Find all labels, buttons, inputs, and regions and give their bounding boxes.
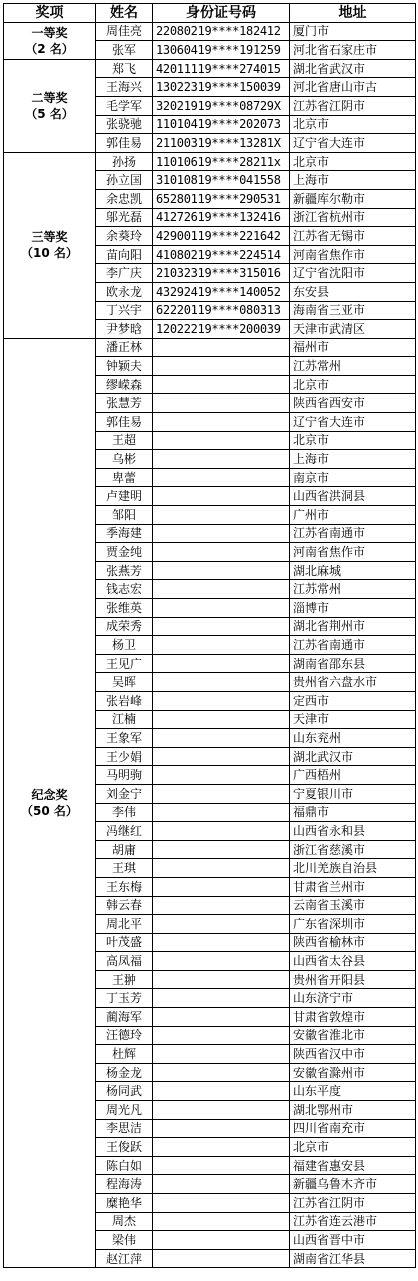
prize-count: （5 名） (25, 106, 74, 121)
table-row (4, 152, 416, 171)
name-cell: 刘金宁 (96, 784, 153, 803)
name-cell: 欧永龙 (96, 282, 153, 301)
name-cell: 程海涛 (96, 1175, 153, 1194)
name-cell: 毛学军 (96, 96, 153, 115)
name-cell: 张维英 (96, 599, 153, 618)
name-cell: 周北平 (96, 915, 153, 934)
prize-count: （2 名） (25, 41, 74, 56)
addr-cell: 山东平度 (290, 1082, 416, 1101)
addr-cell: 山西省永和县 (290, 822, 416, 841)
name-cell: 周光凡 (96, 1101, 153, 1120)
addr-cell: 北京市 (290, 115, 416, 134)
idno-cell (153, 1212, 290, 1231)
name-cell: 梁伟 (96, 1231, 153, 1250)
idno-cell: 12022219****200039 (153, 320, 290, 339)
name-cell: 邹阳 (96, 506, 153, 525)
name-cell: 李广庆 (96, 264, 153, 283)
addr-cell: 北京市 (290, 1138, 416, 1157)
name-cell: 周杰 (96, 1212, 153, 1231)
idno-cell (153, 1194, 290, 1213)
idno-cell: 22080219****182412 (153, 22, 290, 41)
idno-cell (153, 543, 290, 562)
addr-cell: 福鼎市 (290, 803, 416, 822)
addr-cell: 南京市 (290, 468, 416, 487)
name-cell: 余葵玲 (96, 227, 153, 246)
idno-cell (153, 970, 290, 989)
addr-cell: 甘肃省敦煌市 (290, 1008, 416, 1027)
name-cell: 王超 (96, 431, 153, 450)
addr-cell: 山东济宁市 (290, 989, 416, 1008)
addr-cell: 江苏常州 (290, 580, 416, 599)
name-cell: 季海建 (96, 524, 153, 543)
name-cell: 王东梅 (96, 877, 153, 896)
addr-cell: 河南省焦作市 (290, 543, 416, 562)
addr-cell: 河北省唐山市古 (290, 78, 416, 97)
addr-cell: 江苏省无锡市 (290, 227, 416, 246)
name-cell: 杨卫 (96, 636, 153, 655)
prize-count: （50 名） (21, 804, 78, 819)
addr-cell: 湖北省武汉市 (290, 59, 416, 78)
idno-cell: 41272619****132416 (153, 208, 290, 227)
header-address: 地址 (290, 4, 416, 23)
idno-cell (153, 877, 290, 896)
addr-cell: 东安县 (290, 282, 416, 301)
name-cell: 糜艳华 (96, 1194, 153, 1213)
addr-cell: 安徽省淮北市 (290, 1026, 416, 1045)
addr-cell: 广东省深圳市 (290, 915, 416, 934)
prize-title: 二等奖 (31, 90, 68, 105)
name-cell: 李思洁 (96, 1119, 153, 1138)
name-cell: 郭佳易 (96, 413, 153, 432)
name-cell: 缪嵘森 (96, 375, 153, 394)
idno-cell: 21100319****13281X (153, 134, 290, 153)
idno-cell (153, 394, 290, 413)
addr-cell: 贵州省开阳县 (290, 970, 416, 989)
idno-cell (153, 784, 290, 803)
addr-cell: 江苏省南通市 (290, 636, 416, 655)
addr-cell: 新疆乌鲁木齐市 (290, 1175, 416, 1194)
addr-cell: 北京市 (290, 152, 416, 171)
header-name: 姓名 (96, 4, 153, 23)
name-cell: 王海兴 (96, 78, 153, 97)
name-cell: 张军 (96, 41, 153, 60)
idno-cell (153, 822, 290, 841)
idno-cell: 43292419****140052 (153, 282, 290, 301)
name-cell: 余忠凯 (96, 189, 153, 208)
idno-cell (153, 747, 290, 766)
addr-cell: 四川省南充市 (290, 1119, 416, 1138)
name-cell: 潘正林 (96, 338, 153, 357)
addr-cell: 定西市 (290, 691, 416, 710)
addr-cell: 辽宁省沈阳市 (290, 264, 416, 283)
name-cell: 王翀 (96, 970, 153, 989)
name-cell: 张慧芳 (96, 394, 153, 413)
idno-cell (153, 636, 290, 655)
name-cell: 丁玉芳 (96, 989, 153, 1008)
prize-title: 三等奖 (31, 230, 68, 245)
name-cell: 丁兴宇 (96, 301, 153, 320)
idno-cell (153, 1231, 290, 1250)
idno-cell (153, 1008, 290, 1027)
name-cell: 李伟 (96, 803, 153, 822)
name-cell: 贾金纯 (96, 543, 153, 562)
idno-cell (153, 1082, 290, 1101)
addr-cell: 陕西省西安市 (290, 394, 416, 413)
addr-cell: 福州市 (290, 338, 416, 357)
idno-cell (153, 1026, 290, 1045)
idno-cell (153, 673, 290, 692)
idno-cell (153, 338, 290, 357)
header-prize: 奖项 (4, 4, 96, 23)
table-body (4, 22, 416, 1268)
addr-cell: 江苏常州 (290, 357, 416, 376)
idno-cell (153, 933, 290, 952)
prize-cell (4, 152, 96, 338)
name-cell: 高凤福 (96, 952, 153, 971)
addr-cell: 湖北武汉市 (290, 747, 416, 766)
name-cell: 叶茂盛 (96, 933, 153, 952)
addr-cell: 海南省三亚市 (290, 301, 416, 320)
idno-cell (153, 840, 290, 859)
addr-cell: 江苏省连云港市 (290, 1212, 416, 1231)
name-cell: 胡庸 (96, 840, 153, 859)
prize-count: （10 名） (21, 246, 78, 261)
name-cell: 冯继红 (96, 822, 153, 841)
name-cell: 吴晖 (96, 673, 153, 692)
idno-cell (153, 1063, 290, 1082)
idno-cell (153, 413, 290, 432)
name-cell: 孙扬 (96, 152, 153, 171)
addr-cell: 湖南省邵东县 (290, 654, 416, 673)
idno-cell (153, 617, 290, 636)
addr-cell: 湖北麻城 (290, 561, 416, 580)
name-cell: 孙立国 (96, 171, 153, 190)
addr-cell: 山西省洪洞县 (290, 487, 416, 506)
addr-cell: 贵州省六盘水市 (290, 673, 416, 692)
idno-cell: 32021919****08729X (153, 96, 290, 115)
idno-cell: 13022319****150039 (153, 78, 290, 97)
prize-title: 纪念奖 (31, 788, 68, 803)
addr-cell: 广西梧州 (290, 766, 416, 785)
addr-cell: 山东兖州 (290, 729, 416, 748)
addr-cell: 浙江省慈溪市 (290, 840, 416, 859)
name-cell: 周佳亮 (96, 22, 153, 41)
addr-cell: 江苏省江阴市 (290, 1194, 416, 1213)
idno-cell (153, 506, 290, 525)
addr-cell: 安徽省滁州市 (290, 1063, 416, 1082)
name-cell: 韩云春 (96, 896, 153, 915)
header-row (4, 4, 416, 23)
addr-cell: 宁夏银川市 (290, 784, 416, 803)
table-row (4, 59, 416, 78)
idno-cell: 41080219****224514 (153, 245, 290, 264)
idno-cell (153, 524, 290, 543)
name-cell: 郑飞 (96, 59, 153, 78)
idno-cell: 21032319****315016 (153, 264, 290, 283)
idno-cell: 65280119****290531 (153, 189, 290, 208)
addr-cell: 陕西省汉中市 (290, 1045, 416, 1064)
addr-cell: 厦门市 (290, 22, 416, 41)
idno-cell (153, 803, 290, 822)
idno-cell (153, 859, 290, 878)
name-cell: 杜辉 (96, 1045, 153, 1064)
idno-cell (153, 915, 290, 934)
name-cell: 王俊跃 (96, 1138, 153, 1157)
addr-cell: 辽宁省大连市 (290, 413, 416, 432)
table-row (4, 22, 416, 41)
addr-cell: 河北省石家庄市 (290, 41, 416, 60)
idno-cell (153, 1119, 290, 1138)
addr-cell: 浙江省杭州市 (290, 208, 416, 227)
name-cell: 王少娟 (96, 747, 153, 766)
addr-cell: 上海市 (290, 171, 416, 190)
name-cell: 郭佳易 (96, 134, 153, 153)
idno-cell (153, 729, 290, 748)
idno-cell (153, 431, 290, 450)
idno-cell: 42900119****221642 (153, 227, 290, 246)
name-cell: 杨金龙 (96, 1063, 153, 1082)
addr-cell: 辽宁省大连市 (290, 134, 416, 153)
name-cell: 王琪 (96, 859, 153, 878)
addr-cell: 北京市 (290, 375, 416, 394)
addr-cell: 福建省惠安县 (290, 1156, 416, 1175)
idno-cell (153, 710, 290, 729)
addr-cell: 湖南省江华县 (290, 1249, 416, 1268)
addr-cell: 山西省太谷县 (290, 952, 416, 971)
idno-cell (153, 561, 290, 580)
idno-cell: 31010819****041558 (153, 171, 290, 190)
addr-cell: 江苏省南通市 (290, 524, 416, 543)
idno-cell (153, 1138, 290, 1157)
addr-cell: 淄博市 (290, 599, 416, 618)
idno-cell: 11010619****28211x (153, 152, 290, 171)
prize-cell (4, 338, 96, 1268)
idno-cell: 11010419****202073 (153, 115, 290, 134)
prize-cell (4, 59, 96, 152)
idno-cell (153, 599, 290, 618)
addr-cell: 山西省晋中市 (290, 1231, 416, 1250)
name-cell: 张骁驰 (96, 115, 153, 134)
prize-title: 一等奖 (31, 25, 68, 40)
name-cell: 钱志宏 (96, 580, 153, 599)
addr-cell: 江苏省江阴市 (290, 96, 416, 115)
name-cell: 马明驹 (96, 766, 153, 785)
idno-cell (153, 1156, 290, 1175)
name-cell: 杨同武 (96, 1082, 153, 1101)
name-cell: 邬光磊 (96, 208, 153, 227)
addr-cell: 天津市武清区 (290, 320, 416, 339)
name-cell: 陈白如 (96, 1156, 153, 1175)
addr-cell: 广州市 (290, 506, 416, 525)
idno-cell (153, 691, 290, 710)
name-cell: 成荣秀 (96, 617, 153, 636)
name-cell: 王见广 (96, 654, 153, 673)
name-cell: 钟颖夫 (96, 357, 153, 376)
idno-cell (153, 450, 290, 469)
winners-table (3, 3, 416, 1268)
addr-cell: 湖北省荆州市 (290, 617, 416, 636)
name-cell: 乌彬 (96, 450, 153, 469)
idno-cell: 62220119****080313 (153, 301, 290, 320)
addr-cell: 北川羌族自治县 (290, 859, 416, 878)
name-cell: 张岩峰 (96, 691, 153, 710)
idno-cell (153, 580, 290, 599)
name-cell: 蔺海军 (96, 1008, 153, 1027)
idno-cell (153, 896, 290, 915)
name-cell: 卢建明 (96, 487, 153, 506)
idno-cell (153, 1045, 290, 1064)
addr-cell: 上海市 (290, 450, 416, 469)
name-cell: 苗向阳 (96, 245, 153, 264)
idno-cell (153, 766, 290, 785)
name-cell: 卑蕾 (96, 468, 153, 487)
name-cell: 尹梦晗 (96, 320, 153, 339)
addr-cell: 北京市 (290, 431, 416, 450)
header-id: 身份证号码 (153, 4, 290, 23)
prize-cell (4, 22, 96, 59)
addr-cell: 湖北鄂州市 (290, 1101, 416, 1120)
idno-cell (153, 654, 290, 673)
addr-cell: 河南省焦作市 (290, 245, 416, 264)
name-cell: 汪德玲 (96, 1026, 153, 1045)
table-row (4, 338, 416, 357)
name-cell: 王象军 (96, 729, 153, 748)
idno-cell (153, 487, 290, 506)
addr-cell: 云南省玉溪市 (290, 896, 416, 915)
name-cell: 江楠 (96, 710, 153, 729)
idno-cell (153, 952, 290, 971)
addr-cell: 陕西省榆林市 (290, 933, 416, 952)
name-cell: 张燕芳 (96, 561, 153, 580)
idno-cell (153, 1175, 290, 1194)
idno-cell (153, 375, 290, 394)
idno-cell (153, 1249, 290, 1268)
addr-cell: 甘肃省兰州市 (290, 877, 416, 896)
idno-cell (153, 989, 290, 1008)
idno-cell (153, 468, 290, 487)
addr-cell: 天津市 (290, 710, 416, 729)
idno-cell (153, 1101, 290, 1120)
idno-cell: 13060419****191259 (153, 41, 290, 60)
name-cell: 赵江萍 (96, 1249, 153, 1268)
addr-cell: 新疆库尔勒市 (290, 189, 416, 208)
idno-cell: 42011119****274015 (153, 59, 290, 78)
idno-cell (153, 357, 290, 376)
